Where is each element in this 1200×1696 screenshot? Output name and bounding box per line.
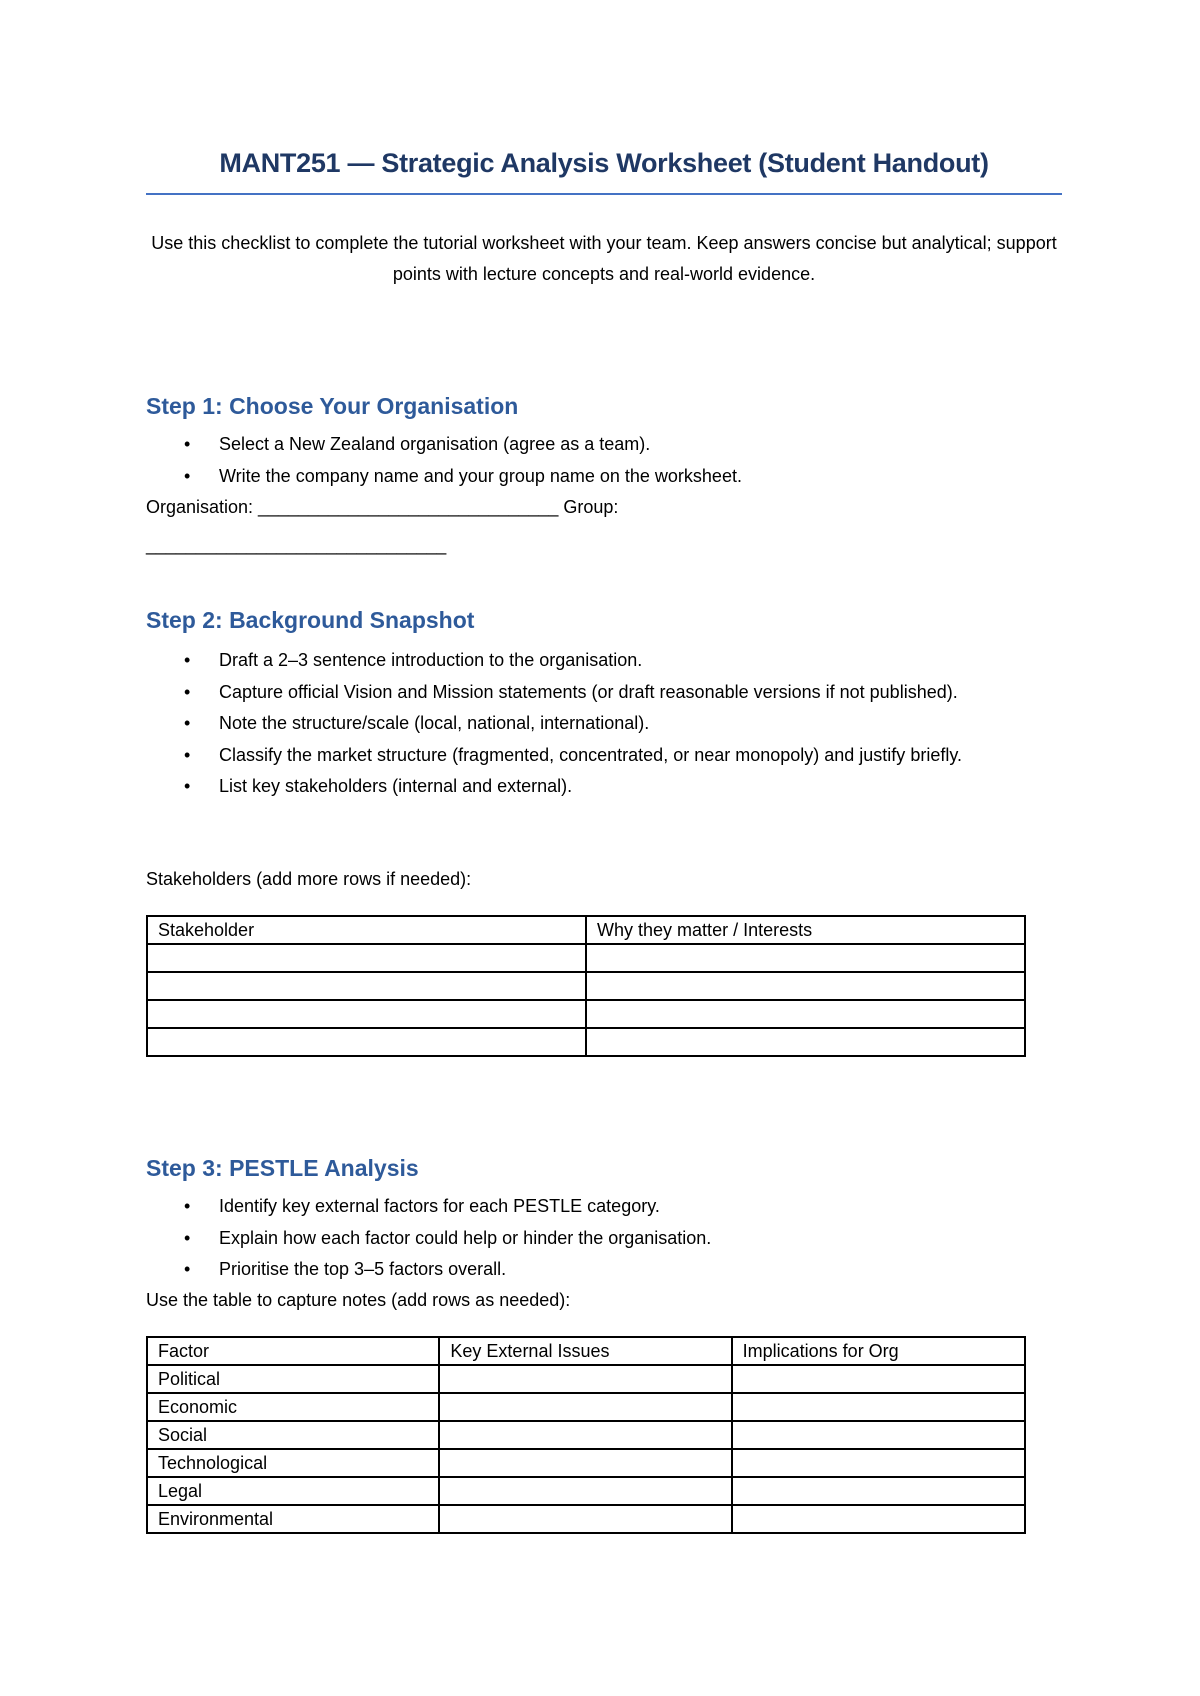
step2-bullet-list xyxy=(146,645,1026,803)
step1-heading: Step 1: Choose Your Organisation xyxy=(146,393,519,419)
table-cell[interactable] xyxy=(732,1505,1025,1533)
table-cell[interactable] xyxy=(732,1477,1025,1505)
table-cell[interactable] xyxy=(732,1449,1025,1477)
table-row xyxy=(147,1477,1025,1505)
table-cell[interactable] xyxy=(439,1477,731,1505)
table-cell[interactable] xyxy=(147,972,586,1000)
list-item: • Prioritise the top 3–5 factors overall. xyxy=(146,1254,1046,1286)
group-blank-line: ______________________________ xyxy=(146,535,447,555)
table-cell[interactable] xyxy=(439,1421,731,1449)
table-row xyxy=(147,1505,1025,1533)
step1-bullet-list xyxy=(146,429,1046,492)
table-cell[interactable] xyxy=(586,972,1025,1000)
table-row xyxy=(147,1421,1025,1449)
stakeholders-table xyxy=(146,915,1026,1057)
step3-heading: Step 3: PESTLE Analysis xyxy=(146,1155,419,1181)
factor-cell: Legal xyxy=(147,1477,439,1505)
list-item: • Select a New Zealand organisation (agree as a team). xyxy=(146,429,1046,461)
intro-paragraph: Use this checklist to complete the tutorial worksheet with your team. Keep answers concise but analytical; support points with lecture concepts and real-world evidence. xyxy=(151,233,1057,284)
factor-cell: Political xyxy=(147,1365,439,1393)
table-cell[interactable] xyxy=(147,1000,586,1028)
title-underline xyxy=(146,193,1062,195)
table-cell[interactable] xyxy=(586,1028,1025,1056)
table-header-cell: Stakeholder xyxy=(147,916,586,944)
pestle-table xyxy=(146,1336,1026,1534)
table-cell[interactable] xyxy=(147,1028,586,1056)
table-row xyxy=(147,1000,1025,1028)
table-row xyxy=(147,972,1025,1000)
table-header-cell: Key External Issues xyxy=(439,1337,731,1365)
table-cell[interactable] xyxy=(439,1365,731,1393)
table-row xyxy=(147,1365,1025,1393)
table-row xyxy=(147,944,1025,972)
organisation-group-line: Organisation: ______________________________ Group: xyxy=(146,497,619,517)
table-cell[interactable] xyxy=(439,1393,731,1421)
pestle-caption: Use the table to capture notes (add rows as needed): xyxy=(146,1290,571,1310)
factor-cell: Environmental xyxy=(147,1505,439,1533)
table-header-cell: Factor xyxy=(147,1337,439,1365)
list-item: • Classify the market structure (fragmented, concentrated, or near monopoly) and justify briefly. xyxy=(146,740,1026,772)
list-item: • List key stakeholders (internal and external). xyxy=(146,771,1026,803)
list-item: • Note the structure/scale (local, national, international). xyxy=(146,708,1026,740)
factor-cell: Technological xyxy=(147,1449,439,1477)
table-cell[interactable] xyxy=(147,944,586,972)
step3-bullet-list xyxy=(146,1191,1046,1286)
table-row xyxy=(147,1449,1025,1477)
table-cell[interactable] xyxy=(586,944,1025,972)
table-cell[interactable] xyxy=(439,1449,731,1477)
factor-cell: Economic xyxy=(147,1393,439,1421)
list-item: • Identify key external factors for each PESTLE category. xyxy=(146,1191,1046,1223)
table-header-row xyxy=(147,916,1025,944)
list-item: • Write the company name and your group name on the worksheet. xyxy=(146,461,1046,493)
table-cell[interactable] xyxy=(732,1393,1025,1421)
factor-cell: Social xyxy=(147,1421,439,1449)
table-cell[interactable] xyxy=(732,1421,1025,1449)
step2-heading: Step 2: Background Snapshot xyxy=(146,607,475,633)
list-item: • Explain how each factor could help or hinder the organisation. xyxy=(146,1223,1046,1255)
table-row xyxy=(147,1028,1025,1056)
table-cell[interactable] xyxy=(732,1365,1025,1393)
table-cell[interactable] xyxy=(586,1000,1025,1028)
stakeholders-caption: Stakeholders (add more rows if needed): xyxy=(146,869,472,889)
table-row xyxy=(147,1393,1025,1421)
table-header-cell: Why they matter / Interests xyxy=(586,916,1025,944)
list-item: • Capture official Vision and Mission statements (or draft reasonable versions if not published). xyxy=(146,677,1026,709)
page-title: MANT251 — Strategic Analysis Worksheet (Student Handout) xyxy=(219,148,989,178)
table-header-row xyxy=(147,1337,1025,1365)
list-item: • Draft a 2–3 sentence introduction to the organisation. xyxy=(146,645,1026,677)
table-cell[interactable] xyxy=(439,1505,731,1533)
table-header-cell: Implications for Org xyxy=(732,1337,1025,1365)
